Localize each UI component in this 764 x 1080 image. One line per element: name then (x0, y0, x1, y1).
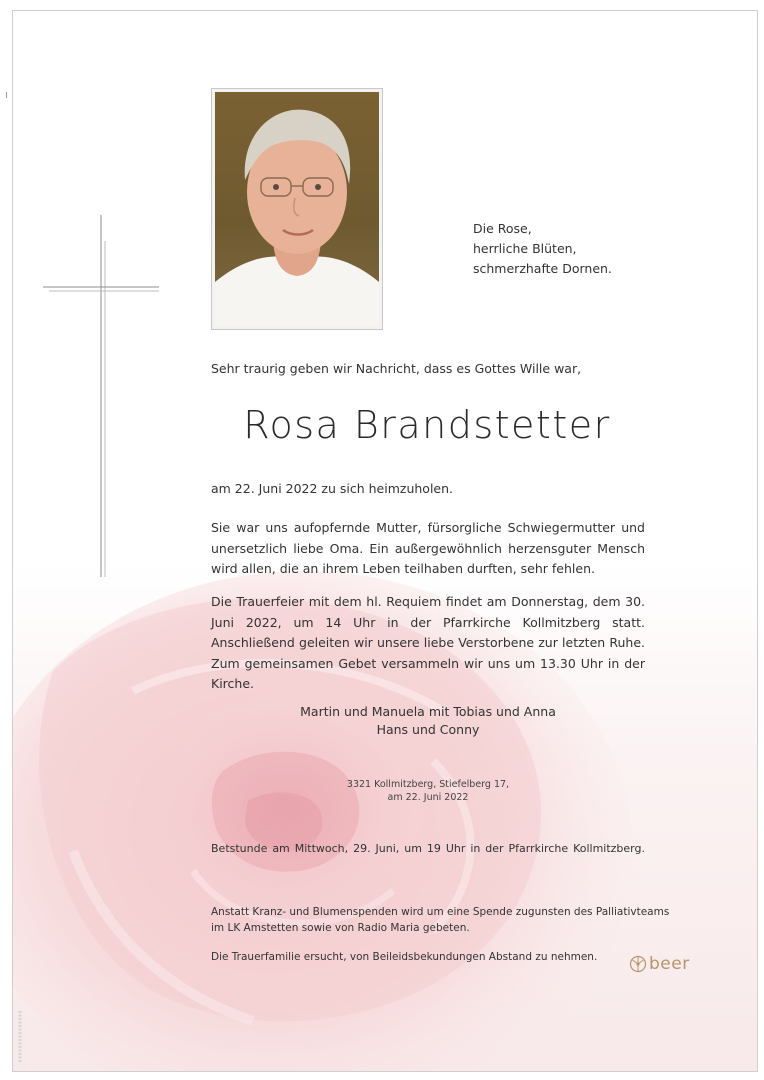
portrait-frame (211, 88, 383, 330)
poem-line-1: Die Rose, (473, 221, 532, 236)
mourners-line-2: Hans und Conny (376, 722, 480, 737)
address-date: am 22. Juni 2022 (387, 792, 469, 803)
funeral-details-paragraph: Die Trauerfeier mit dem hl. Requiem findet am Donnerstag, dem 30. Juni 2022, um 14 Uhr in der Pfarrkirche Kollmitzberg statt. Anschließend geleiten wir unsere liebe Verstorbene zur letzten Ruhe. Zum gemeinsamen Gebet versammeln wir uns um 13.30 Uhr in der Kirche. (211, 594, 645, 691)
condolence-request: Die Trauerfamilie ersucht, von Beileidsbekundungen Abstand zu nehmen. (211, 951, 598, 963)
poem-line-2: herrliche Blüten, (473, 241, 577, 256)
address-block (211, 778, 645, 804)
margin-mark (6, 92, 7, 98)
announcement-intro: Sehr traurig geben wir Nachricht, dass es Gottes Wille war, (211, 361, 582, 376)
obituary-sheet (12, 10, 758, 1072)
dandelion-icon (629, 955, 647, 973)
donation-notice (211, 904, 670, 936)
donation-line-2: im LK Amstetten sowie von Radio Maria gebeten. (211, 922, 470, 934)
deceased-name: Rosa Brandstetter (243, 403, 611, 447)
mourners (211, 703, 645, 739)
address-line: 3321 Kollmitzberg, Stiefelberg 17, (346, 779, 510, 790)
death-date-line: am 22. Juni 2022 zu sich heimzuholen. (211, 481, 454, 496)
logo-text: beer (649, 954, 690, 974)
donation-line-1: Anstatt Kranz- und Blumenspenden wird um eine Spende zugunsten des Palliativteams (211, 906, 670, 918)
print-credit-mark (15, 1011, 25, 1063)
funeral-home-logo (629, 954, 690, 974)
portrait-figure (215, 92, 379, 326)
portrait-photo (215, 92, 379, 326)
poem-line-3: schmerzhafte Dornen. (473, 261, 612, 276)
tribute-paragraph: Sie war uns aufopfernde Mutter, fürsorgliche Schwiegermutter und unersetzlich liebe Oma. Ein außergewöhnlich herzensguter Mensch wird allen, die an ihrem Leben teilhaben durften, sehr fehlen. (211, 520, 645, 576)
mourners-line-1: Martin und Manuela mit Tobias und Anna (300, 704, 556, 719)
cross-icon (13, 11, 213, 611)
poem (473, 219, 612, 279)
prayer-hour-notice: Betstunde am Mittwoch, 29. Juni, um 19 Uhr in der Pfarrkirche Kollmitzberg. (211, 842, 645, 855)
